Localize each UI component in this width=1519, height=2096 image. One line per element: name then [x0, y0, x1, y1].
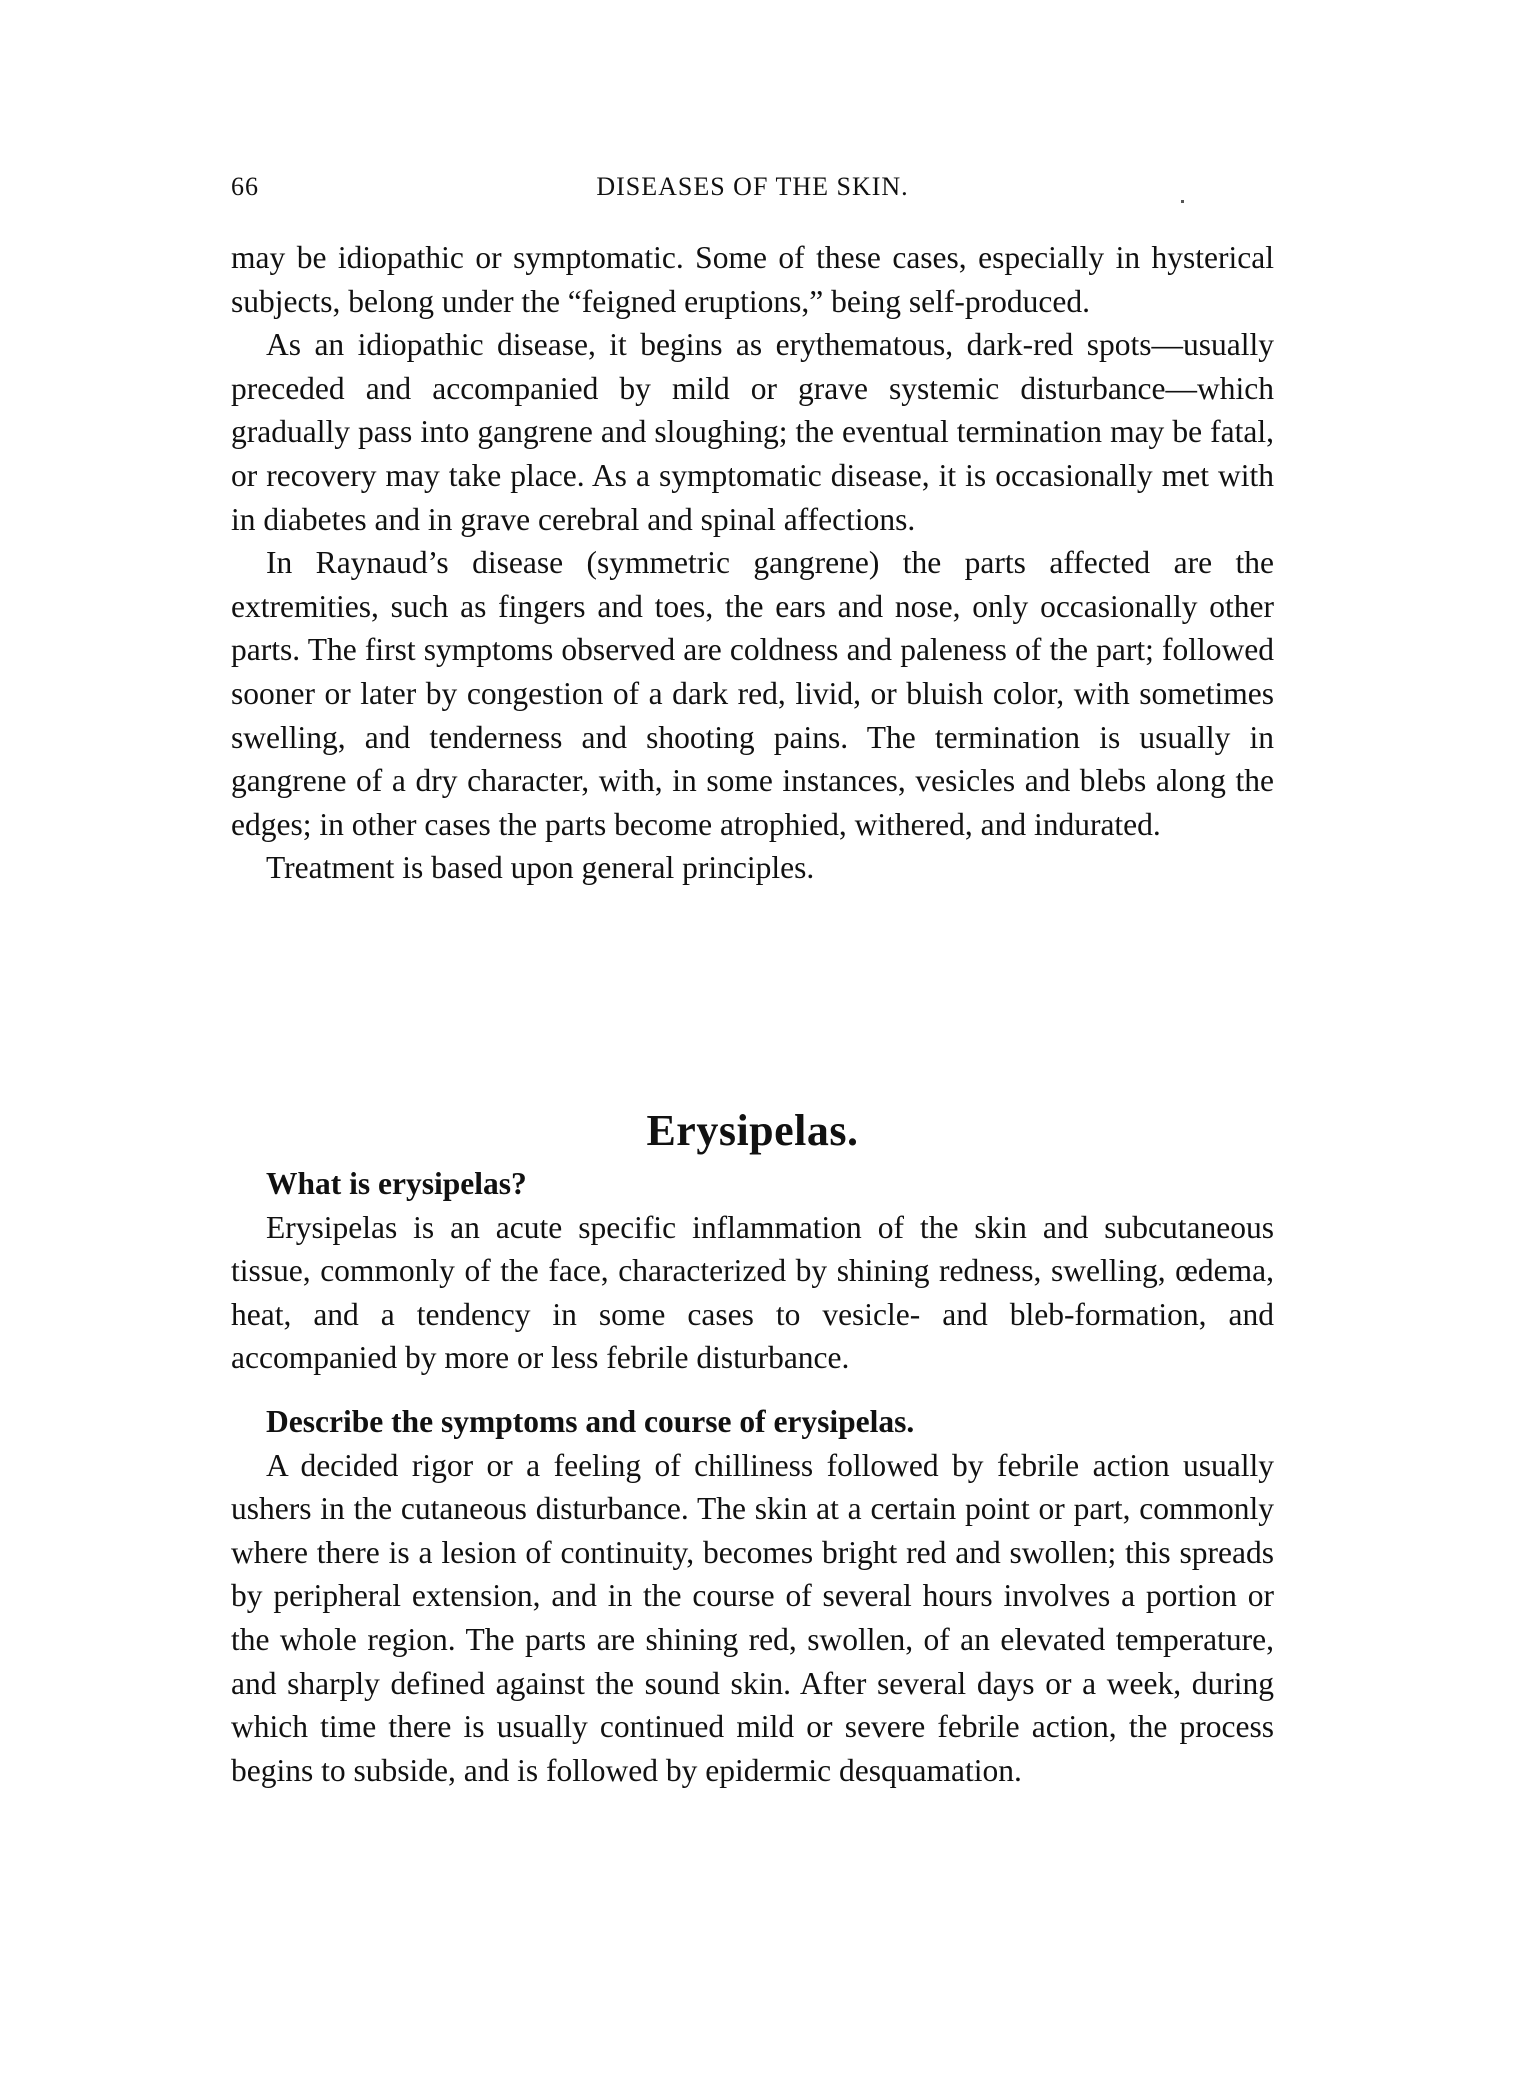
- qa-block: [231, 1162, 1274, 1380]
- paragraph: may be idiopathic or symptomatic. Some of these cases, especially in hysterical subjects, belong under the “feigned eruptions,” being self-produced.: [231, 240, 1274, 319]
- qa-block: [231, 1400, 1274, 1792]
- running-head-title: DISEASES OF THE SKIN.: [596, 172, 909, 201]
- page-number: 66: [231, 172, 259, 201]
- paragraph: In Raynaud’s disease (symmetric gangrene) the parts affected are the extremities, such as fingers and toes, the ears and nose, only occasionally other parts. The first symptoms observed are coldness and paleness of the part; followed sooner or later by congestion of a dark red, livid, or bluish color, with sometimes swelling, and tenderness and shooting pains. The termination is usually in gangrene of a dry character, with, in some instances, vesicles and blebs along the edges; in other cases the parts become atrophied, withered, and indurated.: [231, 545, 1274, 842]
- answer-paragraph: Erysipelas is an acute specific inflammation of the skin and subcutaneous tissue, commonly of the face, characterized by shining redness, swelling, œdema, heat, and a tendency in some cases to vesicle- and bleb-formation, and accompanied by more or less febrile disturbance.: [231, 1209, 1274, 1376]
- print-speck: [1181, 200, 1184, 203]
- section-heading: Erysipelas.: [646, 1106, 859, 1155]
- continuation-text: [231, 236, 1274, 890]
- question-heading: What is erysipelas?: [266, 1166, 527, 1201]
- question-heading: Describe the symptoms and course of erysipelas.: [266, 1404, 915, 1439]
- paragraph: As an idiopathic disease, it begins as erythematous, dark-red spots—usually preceded and accompanied by mild or grave systemic disturbance—which gradually pass into gangrene and sloughing; the eventual termination may be fatal, or recovery may take place. As a symptomatic disease, it is occasionally met with in diabetes and in grave cerebral and spinal affections.: [231, 327, 1274, 537]
- paragraph: Treatment is based upon general principles.: [266, 850, 815, 886]
- answer-paragraph: A decided rigor or a feeling of chilliness followed by febrile action usually ushers in the cutaneous disturbance. The skin at a certain point or part, commonly where there is a lesion of continuity, becomes bright red and swollen; this spreads by peripheral extension, and in the course of several hours involves a portion or the whole region. The parts are shining red, swollen, of an elevated temperature, and sharply defined against the sound skin. After several days or a week, during which time there is usually continued mild or severe febrile action, the process begins to subside, and is followed by epidermic desquamation.: [231, 1447, 1274, 1788]
- running-head: [231, 172, 1274, 212]
